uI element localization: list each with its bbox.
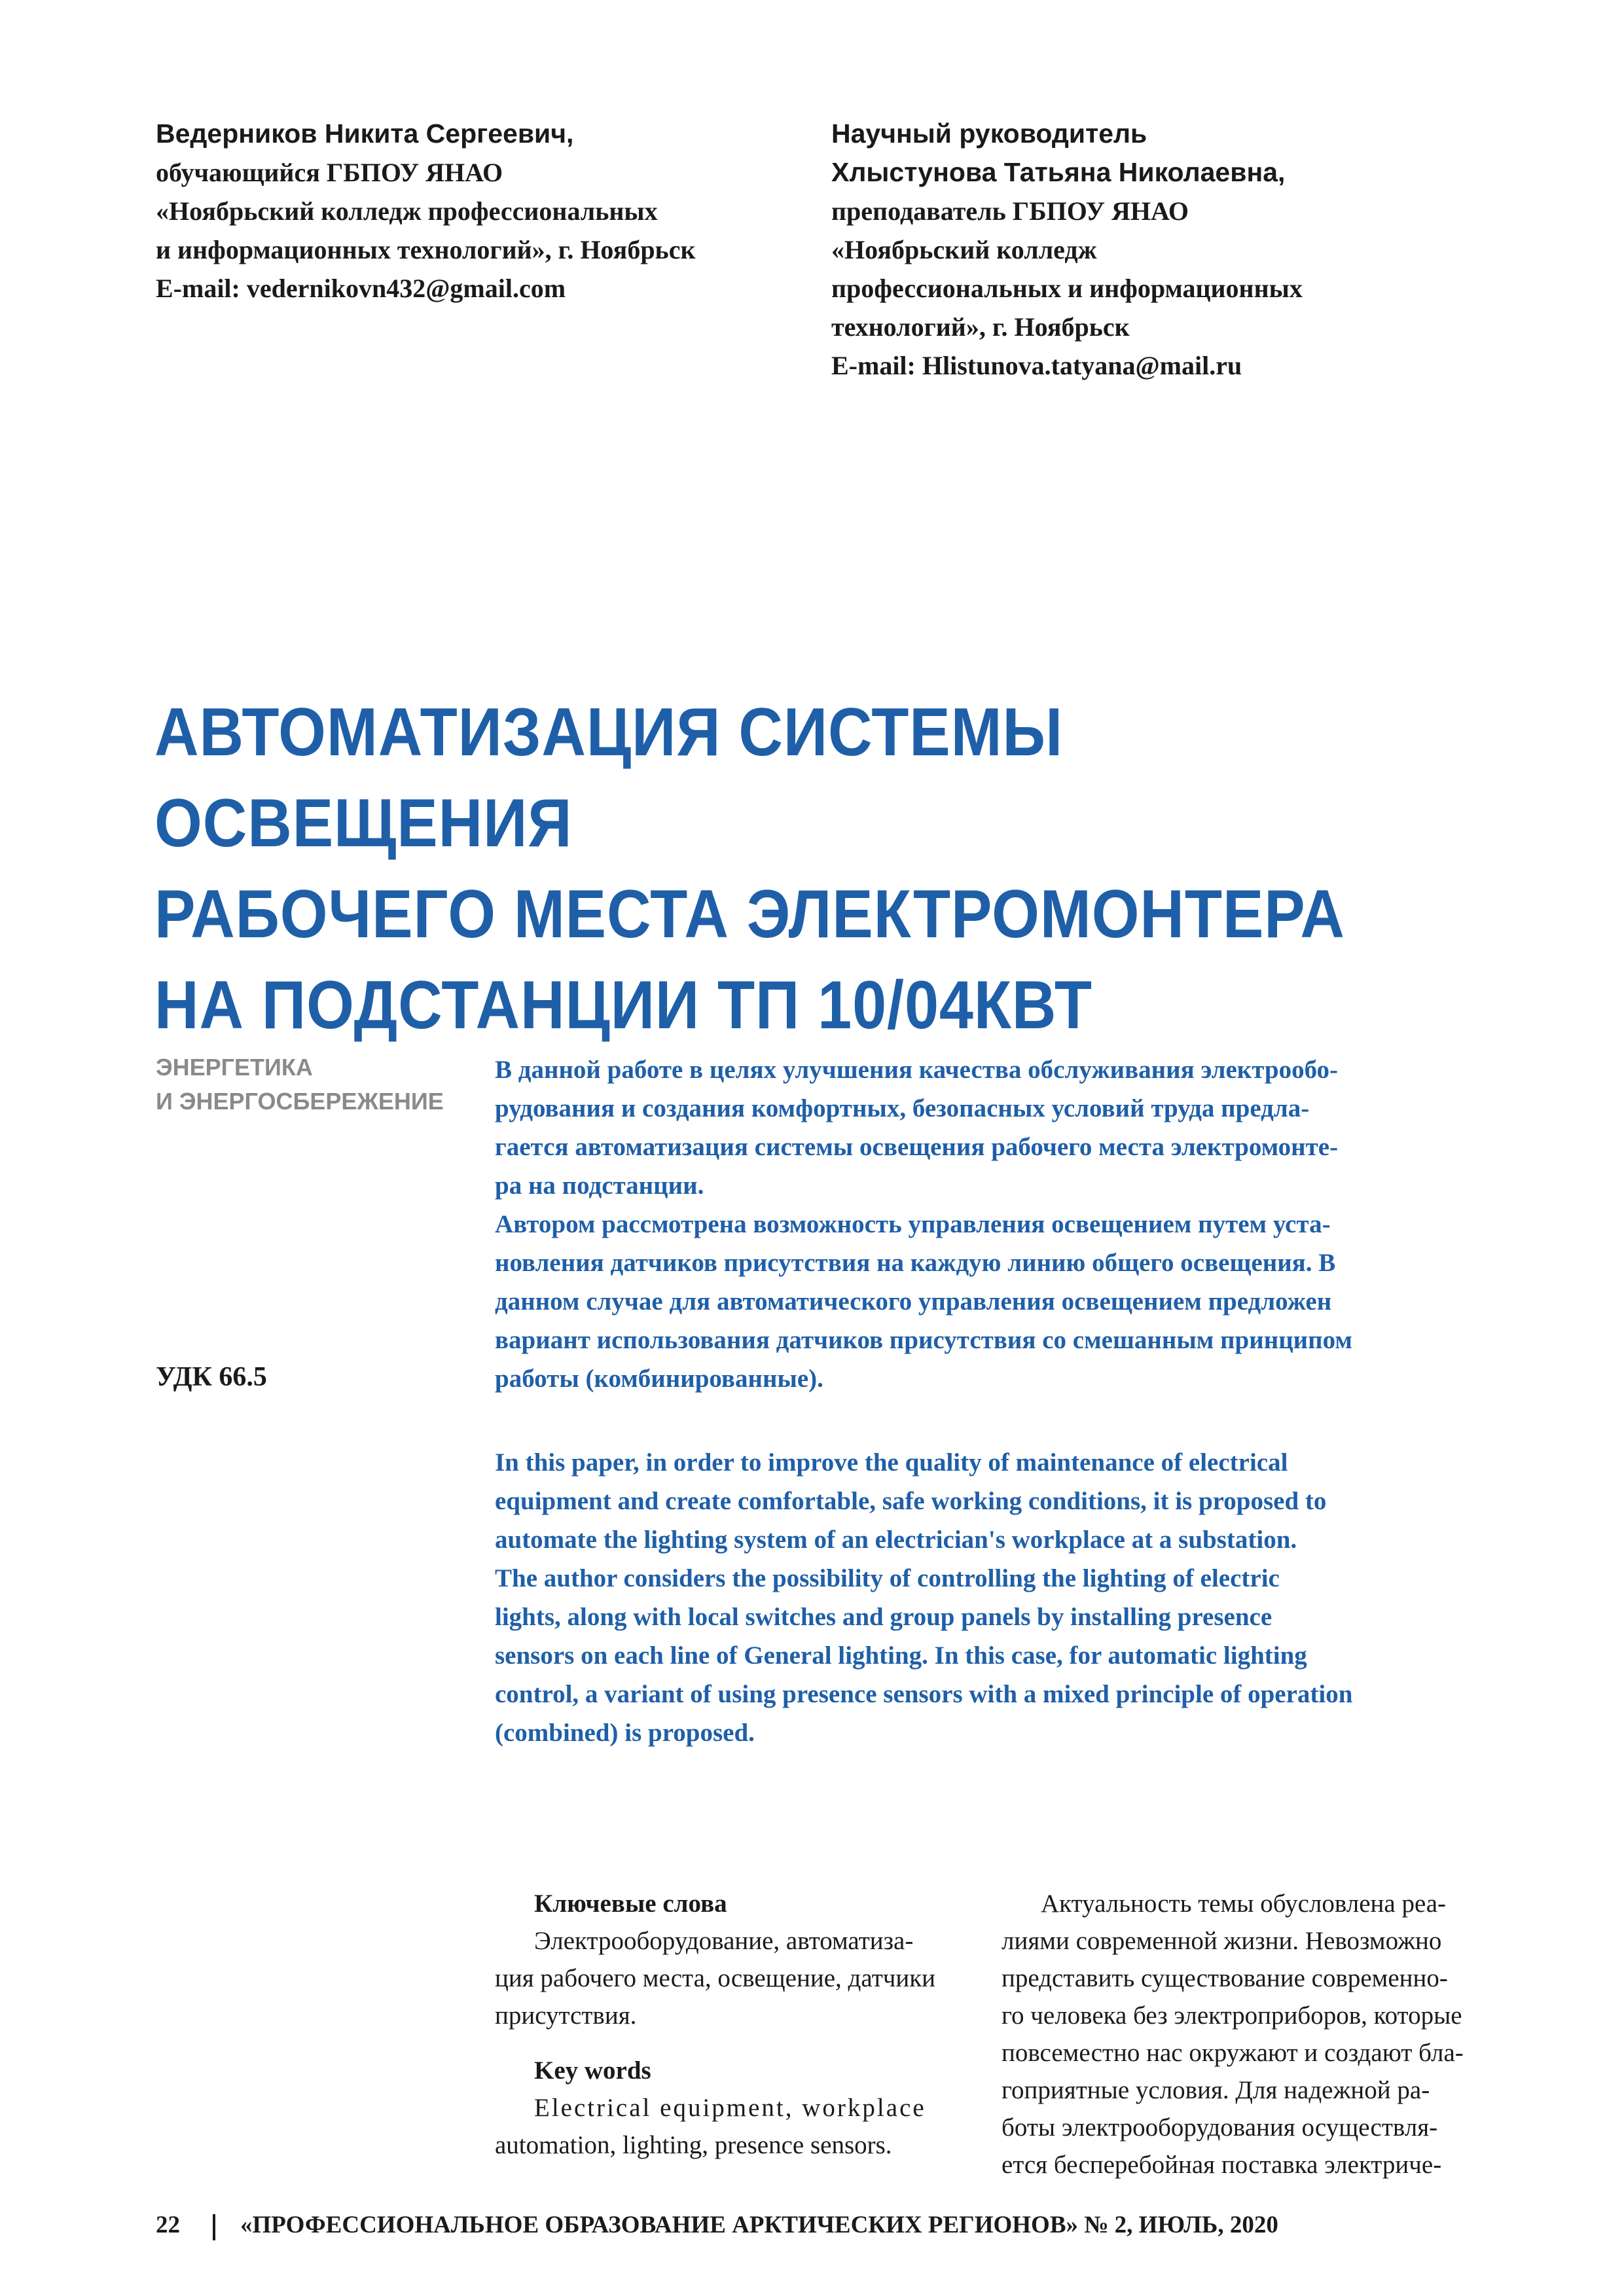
supervisor-affiliation-line: преподаватель ГБПОУ ЯНАО (831, 196, 1189, 226)
body-text (1001, 1885, 1486, 2183)
keywords-en (495, 2052, 966, 2164)
footer-separator (213, 2214, 215, 2240)
rubric-line: И ЭНЕРГОСБЕРЕЖЕНИЕ (156, 1088, 444, 1115)
abstract-ru (495, 1050, 1516, 1398)
author-block (156, 115, 810, 308)
keywords-line: automation, lighting, presence sensors. (495, 2131, 892, 2159)
abstract-line: automate the lighting system of an electrician's workplace at a substation. (495, 1526, 1297, 1554)
body-line: гоприятные условия. Для надежной ра- (1001, 2076, 1430, 2104)
supervisor-role: Научный руководитель (831, 118, 1147, 149)
abstract-line: sensors on each line of General lighting. In this case, for automatic lighting (495, 1641, 1307, 1670)
title-line: НА ПОДСТАНЦИИ ТП 10/04КВТ (154, 967, 1092, 1043)
abstract-line: вариант использования датчиков присутствия со смешанным принципом (495, 1326, 1352, 1354)
author-affiliation-line: и информационных технологий», г. Ноябрьск (156, 235, 696, 264)
abstract-line: Автором рассмотрена возможность управления освещением путем уста- (495, 1210, 1331, 1238)
abstract-line: lights, along with local switches and group panels by installing presence (495, 1603, 1272, 1631)
body-line: го человека без электроприборов, которые (1001, 2001, 1462, 2030)
keywords-ru (495, 1885, 966, 2034)
abstract-en (495, 1443, 1542, 1752)
supervisor-affiliation-line: технологий», г. Ноябрьск (831, 312, 1130, 342)
body-line: представить существование современно- (1001, 1964, 1448, 1992)
supervisor-affiliation-line: профессиональных и информационных (831, 274, 1303, 303)
supervisor-name: Хлыстунова Татьяна Николаевна, (831, 157, 1286, 187)
udk-code: УДК 66.5 (156, 1362, 267, 1392)
keywords-line: ция рабочего места, освещение, датчики (495, 1964, 936, 1992)
body-line: боты электрооборудования осуществля- (1001, 2113, 1438, 2142)
journal-name: «ПРОФЕССИОНАЛЬНОЕ ОБРАЗОВАНИЕ АРКТИЧЕСКИХ РЕГИОНОВ» № 2, ИЮЛЬ, 2020 (240, 2212, 1278, 2238)
rubric-line: ЭНЕРГЕТИКА (156, 1054, 313, 1081)
supervisor-email: E-mail: Hlistunova.tatyana@mail.ru (831, 351, 1242, 380)
keywords-line: Электрооборудование, автоматиза- (534, 1927, 914, 1955)
keywords-line: Electrical equipment, workplace (534, 2094, 926, 2122)
abstract-line: новления датчиков присутствия на каждую линию общего освещения. В (495, 1249, 1336, 1277)
abstract-line: гается автоматизация системы освещения рабочего места электромонте- (495, 1133, 1339, 1161)
abstract-line: control, a variant of using presence sensors with a mixed principle of operation (495, 1680, 1353, 1708)
keywords-line: присутствия. (495, 2001, 637, 2030)
body-line: повсеместно нас окружают и создают бла- (1001, 2039, 1464, 2067)
keywords-heading: Ключевые слова (534, 1890, 727, 1918)
supervisor-block (831, 115, 1486, 385)
abstract-line: The author considers the possibility of controlling the lighting of electric (495, 1564, 1280, 1592)
abstract-line: (combined) is proposed. (495, 1719, 755, 1747)
abstract-line: данном случае для автоматического управления освещением предложен (495, 1287, 1332, 1316)
body-line: лиями современной жизни. Невозможно (1001, 1927, 1442, 1955)
author-affiliation-line: «Ноябрьский колледж профессиональных (156, 196, 658, 226)
abstract-line: equipment and create comfortable, safe working conditions, it is proposed to (495, 1487, 1327, 1515)
page-footer (156, 2211, 1530, 2240)
abstract-line: In this paper, in order to improve the quality of maintenance of electrical (495, 1448, 1288, 1477)
body-line: ется бесперебойная поставка электриче- (1001, 2151, 1442, 2179)
abstract-line: работы (комбинированные). (495, 1365, 823, 1393)
abstract-line: В данной работе в целях улучшения качества обслуживания электрообо- (495, 1056, 1339, 1084)
title-line: АВТОМАТИЗАЦИЯ СИСТЕМЫ ОСВЕЩЕНИЯ (154, 694, 1064, 861)
abstract-line: ра на подстанции. (495, 1172, 704, 1200)
author-email: E-mail: vedernikovn432@gmail.com (156, 274, 566, 303)
article-title (154, 687, 1451, 1051)
author-name: Ведерников Никита Сергеевич, (156, 118, 574, 149)
author-affiliation-line: обучающийся ГБПОУ ЯНАО (156, 158, 503, 187)
title-line: РАБОЧЕГО МЕСТА ЭЛЕКТРОМОНТЕРА (154, 876, 1345, 952)
body-line: Актуальность темы обусловлена реа- (1041, 1890, 1447, 1918)
rubric (156, 1050, 496, 1119)
keywords-heading: Key words (534, 2056, 651, 2085)
supervisor-affiliation-line: «Ноябрьский колледж (831, 235, 1097, 264)
page-number: 22 (156, 2212, 180, 2238)
abstract-line: рудования и создания комфортных, безопасных условий труда предла- (495, 1094, 1310, 1122)
